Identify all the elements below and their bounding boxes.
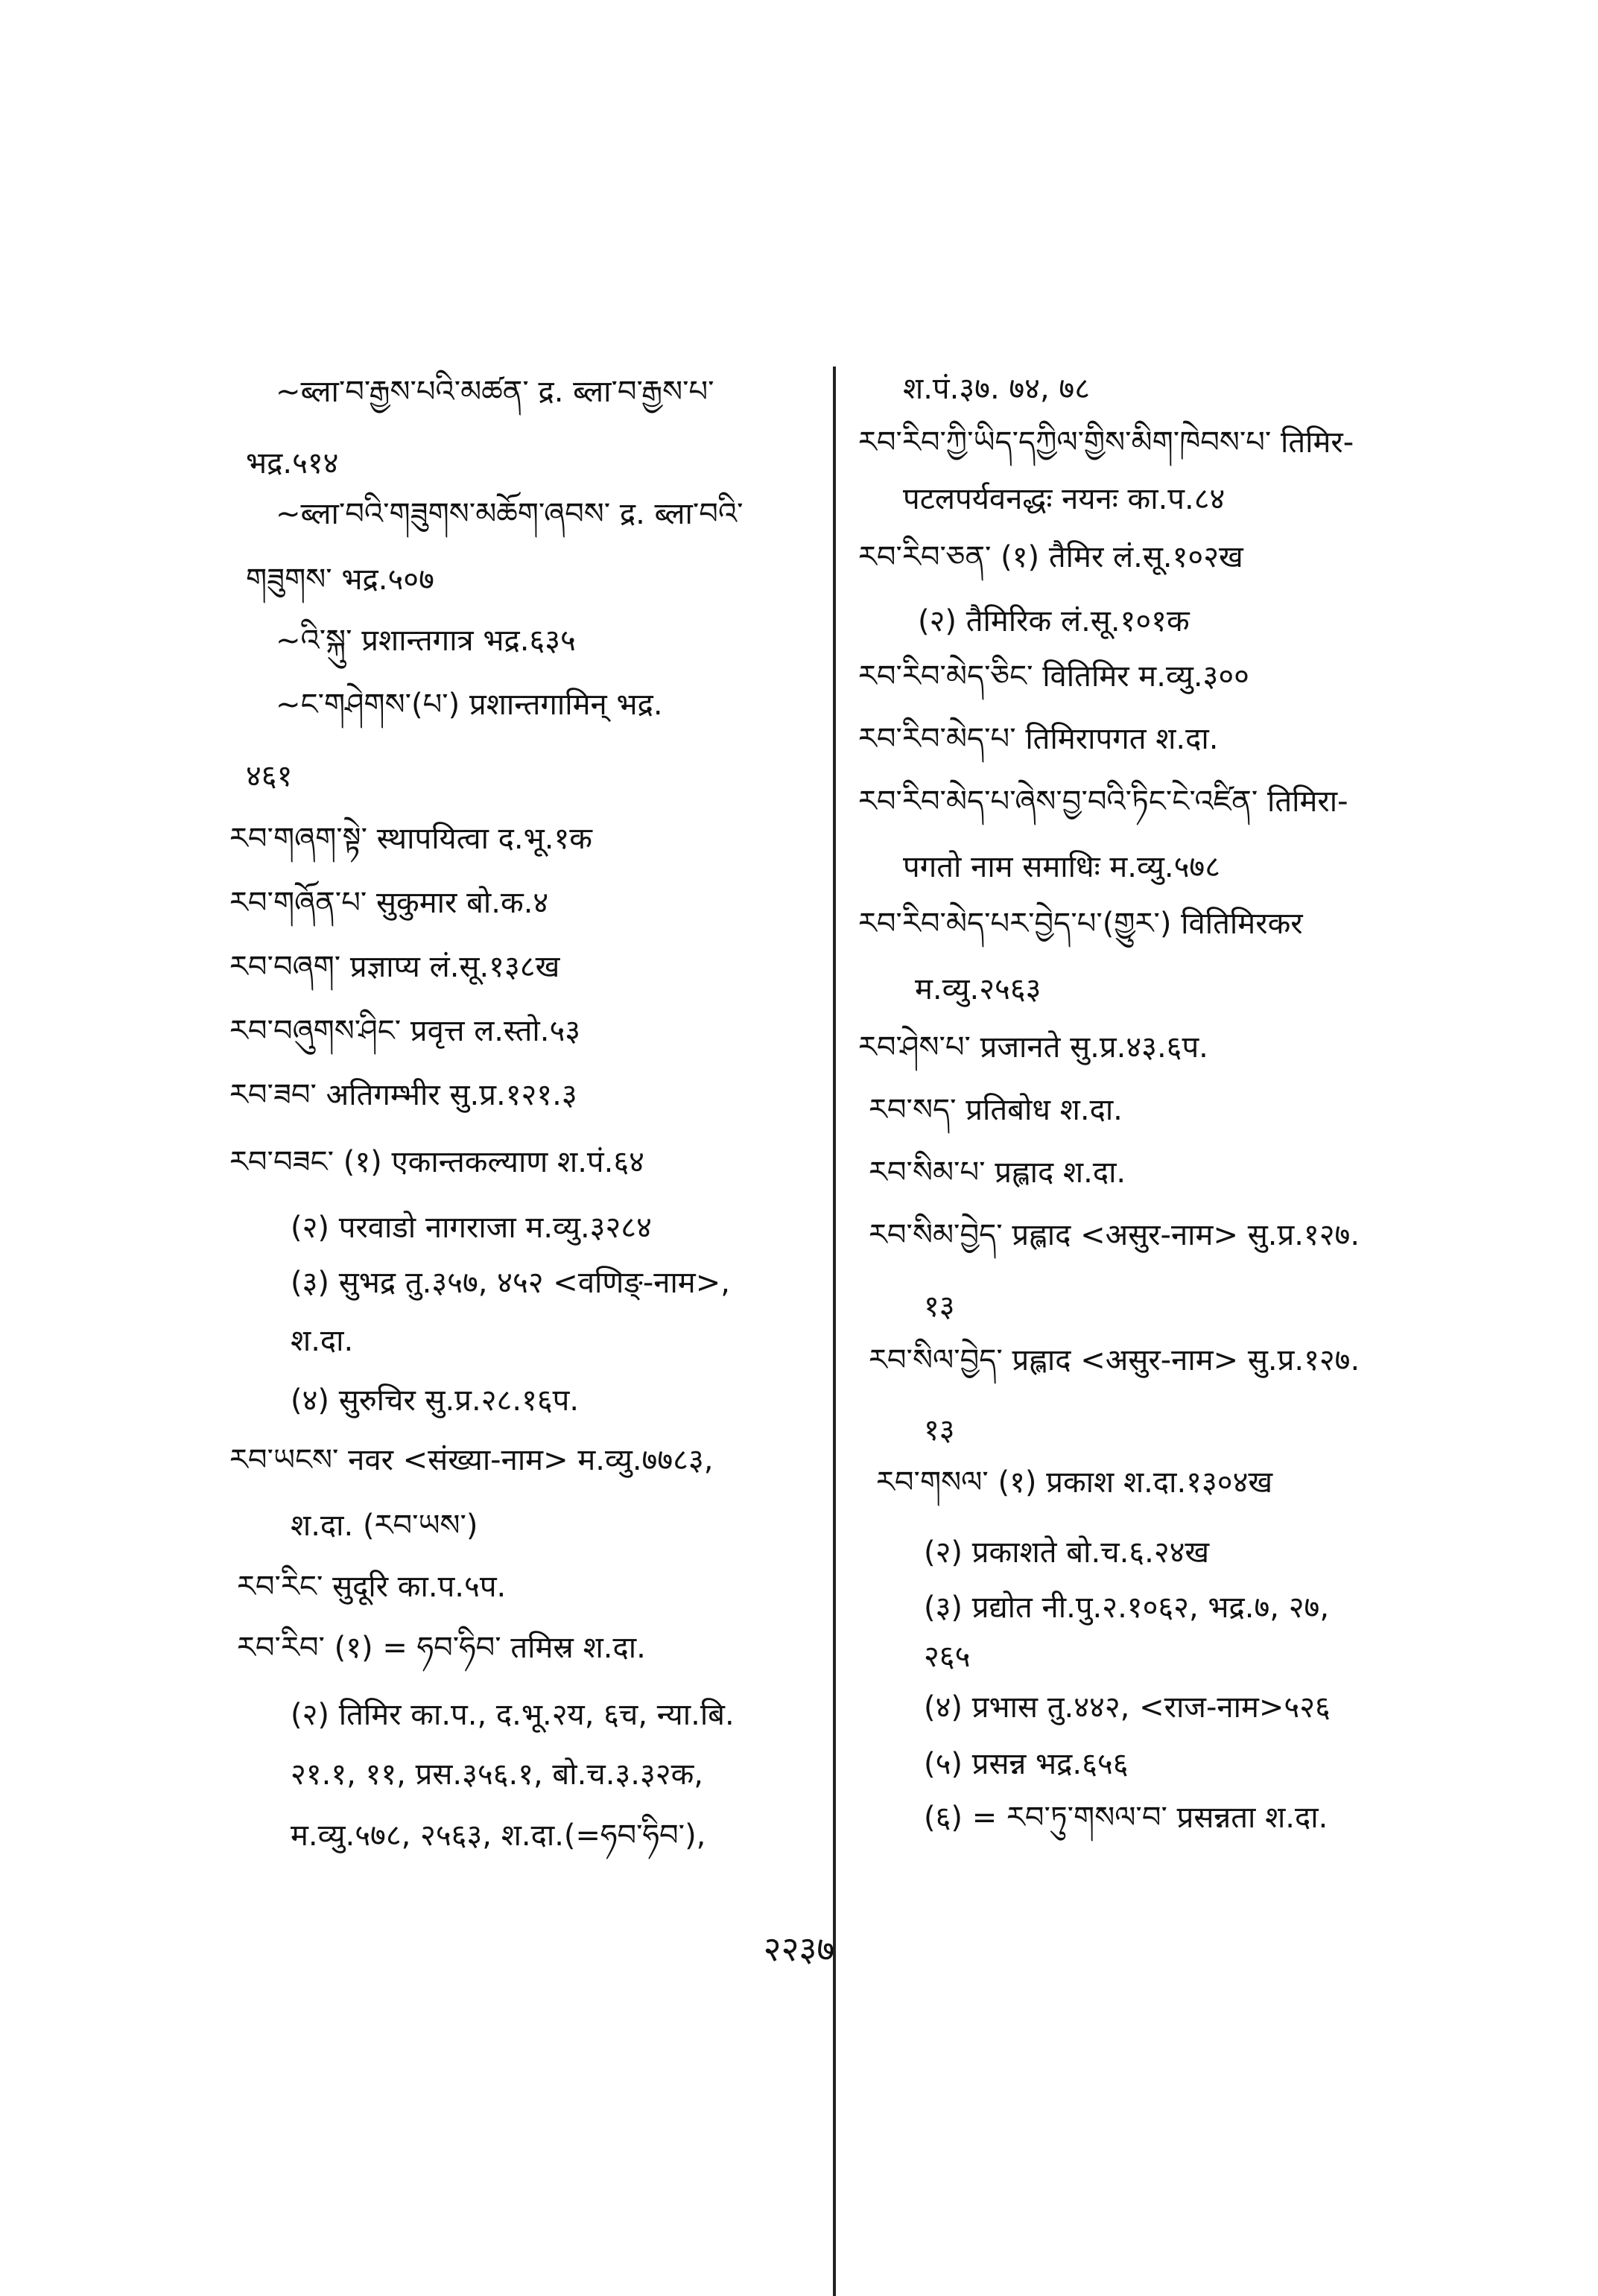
entry-line: རབ་རིབ་མེད་པ་ཞེས་བྱ་བའི་ཏིང་ངེ་འཛིན་ तिमिरा- <box>858 784 1348 819</box>
entry-line: རབ་གཞོན་པ་ सुकुमार बो.क.४ <box>229 886 549 920</box>
entry-line: རབ་རིབ་ (१) = ཧབ་ཧིབ་ तमिस्र श.दा. <box>237 1631 646 1665</box>
entry-line: རབ་རིབ་མེད་པ་ तिमिरापगत श.दा. <box>858 722 1219 756</box>
entry-line: (२) तैमिरिक लं.सू.१०१क <box>918 604 1190 638</box>
entry-line: (३) सुभद्र तु.३५७, ४५२ <वणिङ्-नाम>, <box>291 1266 730 1300</box>
entry-line: २६५ <box>924 1640 971 1674</box>
entry-line: རབ་རིབ་མེད་པར་བྱེད་པ་(གྱུར་) वितिमिरकर <box>858 907 1303 941</box>
entry-line: རབ་ཡངས་ नवर <संख्या-नाम> म.व्यु.७७८३, <box>229 1443 714 1477</box>
page-number: २२३७ <box>763 1929 835 1969</box>
entry-line: ~ब्ला་བ་རྒྱས་པའི་མཚན་ द्र. ब्ला་བ་རྒྱས་པ་ <box>276 375 714 409</box>
entry-line: म.व्यु.५७८, २५६३, श.दा.(=ཧབ་ཧིབ་), <box>291 1818 706 1853</box>
entry-line: རབ་སིམ་པ་ प्रह्लाद श.दा. <box>869 1155 1126 1190</box>
entry-line: (२) प्रकाशते बो.च.६.२४ख <box>924 1535 1210 1570</box>
entry-line: (२) परवाडो नागराजा म.व्यु.३२८४ <box>291 1211 652 1245</box>
entry-line: (२) तिमिर का.प., द.भू.२य, ६च, न्या.बि. <box>291 1698 735 1732</box>
column-divider <box>833 367 836 2296</box>
entry-line: १३ <box>924 1290 955 1324</box>
entry-line: (४) प्रभास तु.४४२, <राज-नाम>५२६ <box>924 1690 1331 1725</box>
entry-line: (५) प्रसन्न भद्र.६५६ <box>924 1747 1129 1781</box>
entry-line: རབ་སིལ་བྱེད་ प्रह्लाद <असुर-नाम> सु.प्र.१२७. <box>869 1343 1360 1377</box>
entry-line: རབ་སིམ་བྱེད་ प्रह्लाद <असुर-नाम> सु.प्र.१२७. <box>869 1218 1360 1252</box>
entry-line: རབ་གསལ་ (१) प्रकाश श.दा.१३०४ख <box>876 1465 1273 1500</box>
entry-line: म.व्यु.२५६३ <box>915 972 1041 1006</box>
entry-line: ४६१ <box>246 759 293 793</box>
entry-line: རབ་སད་ प्रतिबोध श.दा. <box>869 1093 1123 1127</box>
entry-line: श.दा. <box>291 1324 354 1358</box>
entry-line: (३) प्रद्योत नी.पु.२.१०६२, भद्र.७, २७, <box>924 1591 1330 1625</box>
entry-line: श.पं.३७. ७४, ७८ <box>903 372 1091 406</box>
entry-line: १३ <box>924 1413 955 1447</box>
entry-line: རབ་རིང་ सुदूरि का.प.५प. <box>237 1570 507 1604</box>
entry-line: (४) सुरुचिर सु.प्र.२८.१६प. <box>291 1383 580 1418</box>
entry-line: རབ་གཞག་སྟེ་ स्थापयित्वा द.भू.१क <box>229 822 592 856</box>
entry-line: पगतो नाम समाधिः म.व्यु.५७८ <box>903 850 1221 884</box>
entry-line: भद्र.५१४ <box>246 446 339 481</box>
entry-line: རབ་རིབ་ཀྱི་ཡིད་དཀྱིལ་གྱིས་མིག་ཁེབས་པ་ तिमिर- <box>858 425 1354 460</box>
entry-line: རབ་ཟབ་ अतिगम्भीर सु.प्र.१२१.३ <box>229 1078 577 1112</box>
entry-line: རབ་བཞུགས་ཤིང་ प्रवृत्त ल.स्तो.५३ <box>229 1014 581 1048</box>
entry-line: श.दा. (རབ་ཡས་) <box>291 1509 478 1543</box>
entry-line: पटलपर्यवनद्धः नयनः का.प.८४ <box>903 482 1226 516</box>
entry-line: ~ब्ला་བའི་གཟུགས་མཆོག་ཞབས་ द्र. ब्ला་བའི་ <box>276 497 743 531</box>
entry-line: (६) = རབ་ཏུ་གསལ་བ་ प्रसन्नता श.दा. <box>924 1801 1328 1835</box>
entry-line: རབ་རིབ་མེད་ཅིང་ वितिमिर म.व्यु.३०० <box>858 659 1249 694</box>
entry-line: གཟུགས་ भद्र.५०७ <box>246 562 434 597</box>
entry-line: རབ་བཟང་ (१) एकान्तकल्याण श.पं.६४ <box>229 1145 644 1179</box>
entry-line: རབ་བཞག་ प्रज्ञाप्य लं.सू.१३८ख <box>229 950 560 984</box>
entry-line: རབ་ཤེས་པ་ प्रजानते सु.प्र.४३.६प. <box>858 1030 1208 1065</box>
entry-line: ~ང་གཤེགས་(པ་) प्रशान्तगामिन् भद्र. <box>276 688 663 722</box>
entry-line: རབ་རིབ་ཅན་ (१) तैमिर लं.सू.१०२ख <box>858 540 1243 574</box>
entry-line: २१.१, ११, प्रस.३५६.१, बो.च.३.३२क, <box>291 1757 704 1792</box>
entry-line: ~འི་སྐུ་ प्रशान्तगात्र भद्र.६३५ <box>276 624 576 658</box>
